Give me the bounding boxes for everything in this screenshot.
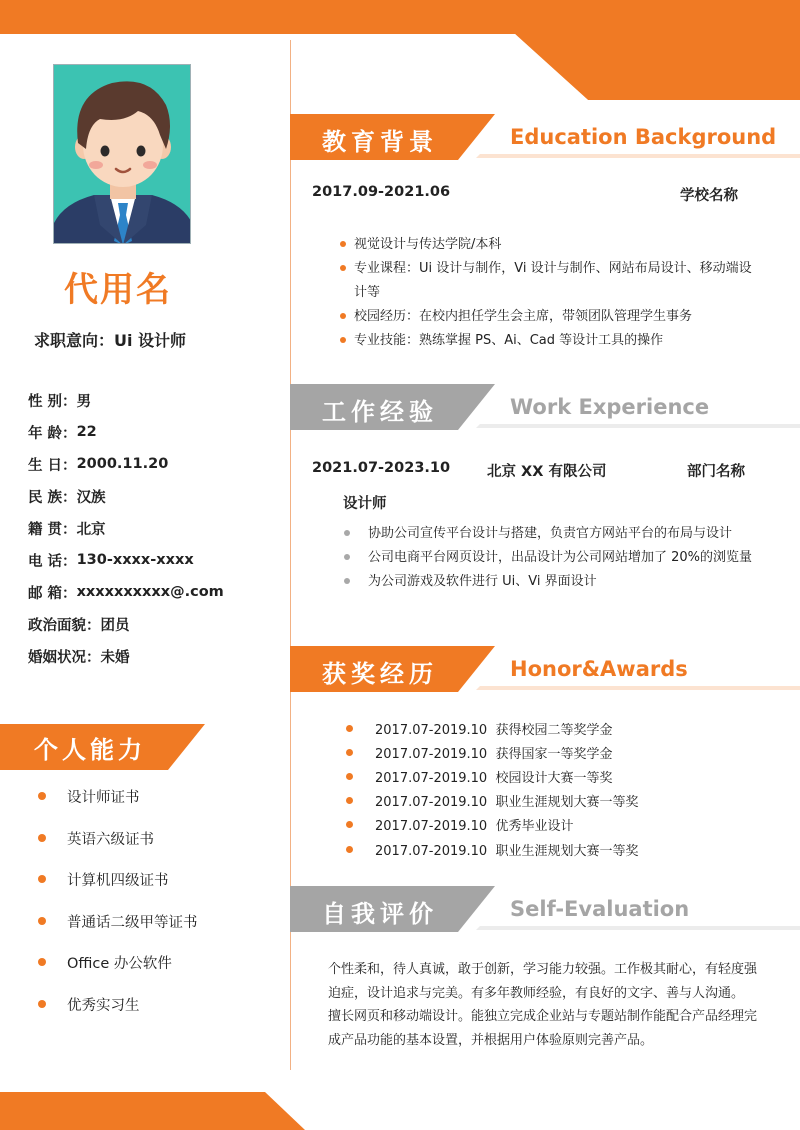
bullet-text: 视觉设计与传达学院/本科 <box>354 237 502 252</box>
bullet-dot <box>346 749 353 756</box>
bullet-dot <box>344 578 350 584</box>
skill-label: 优秀实习生 <box>67 997 140 1014</box>
self-eval-paragraph: 擅长网页和移动端设计。能独立完成企业站与专题站制作能配合产品经理完成产品功能的基本设置，并根据用户体验原则完善产品。 <box>328 1009 758 1048</box>
education-bullet <box>340 329 760 353</box>
bullet-dot <box>340 337 346 343</box>
work-department: 部门名称 <box>687 464 745 480</box>
bullet-dot <box>340 313 346 319</box>
skill-item <box>38 869 198 911</box>
info-row-birthday <box>28 448 278 480</box>
personal-info-list <box>28 384 278 672</box>
skill-label: 英语六级证书 <box>67 831 154 848</box>
skill-label: 普通话二级甲等证书 <box>67 914 198 931</box>
info-row-gender <box>28 384 278 416</box>
work-period: 2021.07-2023.10 <box>312 460 451 476</box>
self-eval-title-en: Self-Evaluation <box>510 897 690 921</box>
info-label: 年 龄： <box>28 425 77 442</box>
bullet-dot <box>346 821 353 828</box>
work-title-en: Work Experience <box>510 395 710 419</box>
info-label: 籍 贯： <box>28 521 77 538</box>
bottom-decor-band <box>0 1092 310 1130</box>
info-row-marital <box>28 640 278 672</box>
bullet-text: 校园经历：在校内担任学生会主席，带领团队管理学生事务 <box>354 309 693 324</box>
skill-item <box>38 994 198 1036</box>
honor-item <box>346 740 638 764</box>
bullet-text: 专业技能：熟练掌握 PS、Ai、Cad 等设计工具的操作 <box>354 333 664 348</box>
education-title-cn: 教育背景 <box>322 128 438 156</box>
education-bullet <box>340 233 760 257</box>
honor-item <box>346 716 638 740</box>
skill-item <box>38 828 198 870</box>
skill-item <box>38 911 198 953</box>
info-label: 电 话： <box>28 553 77 570</box>
education-school: 学校名称 <box>680 188 738 204</box>
honor-item <box>346 764 638 788</box>
bullet-text: 专业课程：Ui 设计与制作，Vi 设计与制作、网站布局设计、移动端设计等 <box>354 261 752 300</box>
work-bullets <box>344 522 764 594</box>
skills-title: 个人能力 <box>34 736 146 764</box>
skills-header <box>0 724 205 770</box>
info-value: xxxxxxxxxx@.com <box>76 584 224 600</box>
info-value: 22 <box>76 424 97 440</box>
bullet-dot <box>38 958 46 966</box>
info-label: 婚姻状况： <box>28 649 101 666</box>
info-label: 民 族： <box>28 489 77 506</box>
info-value: 团员 <box>100 617 130 634</box>
work-header <box>290 384 800 432</box>
bullet-dot <box>38 917 46 925</box>
bullet-dot <box>340 265 346 271</box>
work-bullet <box>344 546 764 570</box>
bullet-dot <box>344 530 350 536</box>
work-bullet <box>344 522 764 546</box>
info-row-phone <box>28 544 278 576</box>
info-label: 邮 箱： <box>28 585 77 602</box>
education-bullet <box>340 305 760 329</box>
bullet-dot <box>38 792 46 800</box>
honors-header <box>290 646 800 694</box>
self-eval-header <box>290 886 800 934</box>
education-title-en: Education Background <box>510 125 777 149</box>
work-company: 北京 XX 有限公司 <box>487 464 607 480</box>
honor-text: 2017.07-2019.10 职业生涯规划大赛一等奖 <box>375 843 639 859</box>
info-row-age <box>28 416 278 448</box>
skill-item <box>38 786 198 828</box>
info-row-hometown <box>28 512 278 544</box>
bullet-dot <box>38 875 46 883</box>
skill-label: Office 办公软件 <box>67 956 172 972</box>
honor-item <box>346 813 638 837</box>
honor-item <box>346 837 638 861</box>
skill-item <box>38 952 198 994</box>
job-intent: 求职意向：Ui 设计师 <box>34 331 187 350</box>
honor-text: 2017.07-2019.10 获得国家一等奖学金 <box>375 746 613 762</box>
bullet-dot <box>344 554 350 560</box>
bullet-dot <box>346 797 353 804</box>
honors-title-cn: 获奖经历 <box>322 660 438 688</box>
info-label: 政治面貌： <box>28 617 101 634</box>
honor-text: 2017.07-2019.10 校园设计大赛一等奖 <box>375 770 613 786</box>
skill-label: 设计师证书 <box>67 790 140 806</box>
avatar-illustration <box>54 65 191 244</box>
self-eval-paragraph: 个性柔和，待人真诚，敢于创新，学习能力较强。工作极其耐心，有轻度强迫症，设计追求与完美。有多年教师经验，有良好的文字、善与人沟通。 <box>328 962 758 1001</box>
work-bullet <box>344 570 764 594</box>
bullet-dot <box>38 834 46 842</box>
self-eval-title-cn: 自我评价 <box>322 900 438 928</box>
bullet-dot <box>340 241 346 247</box>
info-label: 性 别： <box>28 393 77 410</box>
info-row-ethnicity <box>28 480 278 512</box>
education-bullets <box>340 233 760 353</box>
bullet-text: 公司电商平台网页设计，出品设计为公司网站增加了 20%的浏览量 <box>368 550 753 565</box>
honor-text: 2017.07-2019.10 职业生涯规划大赛一等奖 <box>375 795 639 811</box>
info-value: 男 <box>76 393 92 410</box>
education-header <box>290 114 800 162</box>
bullet-dot <box>38 1000 46 1008</box>
info-label: 生 日： <box>28 457 77 474</box>
honor-text: 2017.07-2019.10 优秀毕业设计 <box>375 819 574 835</box>
honors-list <box>346 716 638 861</box>
info-row-email <box>28 576 278 608</box>
bullet-text: 为公司游戏及软件进行 Ui、Vi 界面设计 <box>368 574 597 589</box>
info-row-political <box>28 608 278 640</box>
honor-item <box>346 789 638 813</box>
work-title-cn: 工作经验 <box>322 398 438 426</box>
bullet-dot <box>346 725 353 732</box>
info-value: 北京 <box>76 521 106 538</box>
education-period: 2017.09-2021.06 <box>312 184 451 200</box>
work-position: 设计师 <box>343 496 387 512</box>
skills-list <box>38 786 198 1035</box>
work-row <box>312 460 772 480</box>
info-value: 汉族 <box>76 489 106 506</box>
skill-label: 计算机四级证书 <box>67 873 169 889</box>
self-eval-text <box>328 958 768 1052</box>
info-value: 130-xxxx-xxxx <box>76 552 194 568</box>
bullet-dot <box>346 773 353 780</box>
bullet-text: 协助公司宣传平台设计与搭建，负责官方网站平台的布局与设计 <box>368 526 733 541</box>
info-value: 2000.11.20 <box>76 456 169 472</box>
honor-text: 2017.07-2019.10 获得校园二等奖学金 <box>375 722 613 738</box>
info-value: 未婚 <box>100 649 130 666</box>
candidate-name: 代用名 <box>64 270 172 310</box>
avatar <box>53 64 191 244</box>
education-bullet <box>340 257 760 305</box>
education-row <box>312 184 752 204</box>
bullet-dot <box>346 846 353 853</box>
honors-title-en: Honor&Awards <box>510 657 688 681</box>
